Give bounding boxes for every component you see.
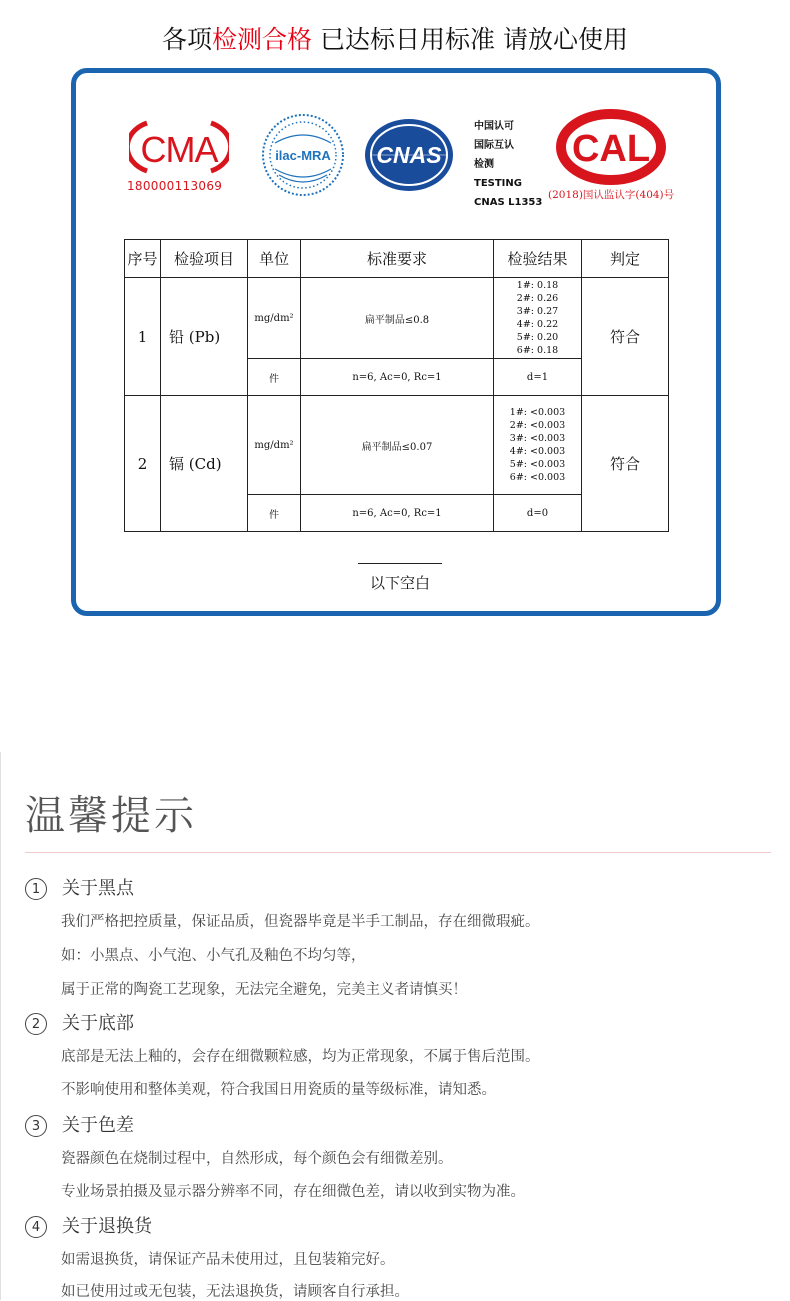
tip-line: 专业场景拍摄及显示器分辨率不同，存在细微色差，请以收到实物为准。 bbox=[61, 1184, 525, 1200]
tip-line: 不影响使用和整体美观，符合我国日用瓷质的量等级标准，请知悉。 bbox=[61, 1082, 496, 1098]
tip-heading-label: 关于底部 bbox=[62, 1013, 134, 1034]
tip-heading-bottom bbox=[25, 1009, 134, 1035]
banner-after: 已达标日用标准 请放心使用 bbox=[312, 25, 628, 54]
table-header-row bbox=[125, 240, 669, 278]
banner-before: 各项 bbox=[162, 25, 213, 54]
cal-logo bbox=[548, 107, 675, 201]
table-row bbox=[125, 396, 669, 495]
header-cell: 检验项目 bbox=[161, 240, 248, 278]
cnas-accreditation-text bbox=[474, 117, 542, 212]
below-blank-note: 以下空白 bbox=[358, 563, 442, 593]
tip-line: 属于正常的陶瓷工艺现象，无法完全避免，完美主义者请慎买！ bbox=[61, 982, 467, 998]
cnas-line: 中国认可 bbox=[474, 121, 514, 132]
tip-line: 我们严格把控质量，保证品质，但瓷器毕竟是半手工制品，存在细微瑕疵。 bbox=[61, 914, 540, 930]
cma-code: 180000113069 bbox=[127, 179, 223, 193]
tip-line: 如：小黑点、小气泡、小气孔及釉色不均匀等， bbox=[61, 948, 366, 964]
row-results bbox=[494, 396, 582, 495]
row-item: 镉 (Cd) bbox=[161, 396, 248, 532]
result-line: 4#: 0.22 bbox=[516, 319, 559, 330]
tip-line: 如已使用过或无包装，无法退换货，请顾客自行承担。 bbox=[61, 1284, 409, 1300]
tip-heading-label: 关于色差 bbox=[62, 1115, 134, 1136]
tip-line: 如需退换货，请保证产品未使用过，且包装箱完好。 bbox=[61, 1252, 395, 1268]
row-index: 1 bbox=[125, 278, 161, 396]
cnas-line: 检测 bbox=[474, 159, 494, 170]
certificate-frame bbox=[71, 68, 721, 616]
tip-heading-black-spots bbox=[25, 874, 134, 900]
header-cell: 检验结果 bbox=[494, 240, 582, 278]
result-line: 3#: 0.27 bbox=[516, 306, 559, 317]
result-line: 2#: 0.26 bbox=[516, 293, 559, 304]
banner-headline bbox=[0, 20, 790, 56]
row-item: 铅 (Pb) bbox=[161, 278, 248, 396]
tips-title: 温馨提示 bbox=[25, 793, 197, 839]
circled-number-icon: 2 bbox=[25, 1013, 47, 1035]
cma-logo bbox=[127, 117, 229, 193]
cnas-line: CNAS L1353 bbox=[474, 197, 543, 208]
row-unit: mg/dm² bbox=[248, 396, 301, 495]
row-unit: mg/dm² bbox=[248, 278, 301, 359]
result-line: 1#: 0.18 bbox=[516, 280, 559, 291]
cnas-line: 国际互认 bbox=[474, 140, 514, 151]
row-results bbox=[494, 278, 582, 359]
result-line: 3#: <0.003 bbox=[509, 433, 566, 444]
circled-number-icon: 1 bbox=[25, 878, 47, 900]
tips-divider bbox=[25, 852, 771, 853]
row-sample-result: d=1 bbox=[494, 359, 582, 396]
tip-heading-color-difference bbox=[25, 1111, 134, 1137]
row-index: 2 bbox=[125, 396, 161, 532]
row-requirement: 扁平制品≤0.8 bbox=[301, 278, 494, 359]
result-line: 5#: 0.20 bbox=[516, 332, 559, 343]
row-judgement: 符合 bbox=[582, 396, 669, 532]
tip-line: 底部是无法上釉的，会存在细微颗粒感，均为正常现象，不属于售后范围。 bbox=[61, 1049, 540, 1065]
result-line: 6#: <0.003 bbox=[509, 472, 566, 483]
header-cell: 序号 bbox=[125, 240, 161, 278]
cnas-logo bbox=[363, 115, 455, 195]
cnas-mark: CNAS bbox=[376, 142, 442, 168]
cnas-line: TESTING bbox=[474, 178, 522, 189]
result-line: 1#: <0.003 bbox=[509, 407, 566, 418]
header-cell: 标准要求 bbox=[301, 240, 494, 278]
tip-heading-label: 关于退换货 bbox=[62, 1216, 152, 1237]
ilac-mra-logo bbox=[261, 113, 345, 197]
ilac-text: ilac-MRA bbox=[275, 148, 331, 163]
row-sample-unit: 件 bbox=[248, 359, 301, 396]
result-line: 2#: <0.003 bbox=[509, 420, 566, 431]
row-requirement: 扁平制品≤0.07 bbox=[301, 396, 494, 495]
banner-highlight: 检测合格 bbox=[212, 25, 313, 54]
row-judgement: 符合 bbox=[582, 278, 669, 396]
circled-number-icon: 3 bbox=[25, 1115, 47, 1137]
row-sample-requirement: n=6, Ac=0, Rc=1 bbox=[301, 495, 494, 532]
row-sample-result: d=0 bbox=[494, 495, 582, 532]
left-edge-line bbox=[0, 752, 1, 1300]
header-cell: 判定 bbox=[582, 240, 669, 278]
circled-number-icon: 4 bbox=[25, 1216, 47, 1238]
table-row bbox=[125, 278, 669, 359]
result-line: 5#: <0.003 bbox=[509, 459, 566, 470]
tip-line: 瓷器颜色在烧制过程中，自然形成，每个颜色会有细微差别。 bbox=[61, 1151, 453, 1167]
header-cell: 单位 bbox=[248, 240, 301, 278]
cal-letters: CAL bbox=[571, 128, 651, 170]
row-sample-requirement: n=6, Ac=0, Rc=1 bbox=[301, 359, 494, 396]
test-result-table bbox=[124, 239, 669, 532]
cal-caption: (2018)国认监认字(404)号 bbox=[548, 189, 675, 201]
result-line: 4#: <0.003 bbox=[509, 446, 566, 457]
row-sample-unit: 件 bbox=[248, 495, 301, 532]
cma-letters: CMA bbox=[140, 129, 218, 170]
result-line: 6#: 0.18 bbox=[516, 345, 559, 356]
tip-heading-returns bbox=[25, 1212, 152, 1238]
tip-heading-label: 关于黑点 bbox=[62, 878, 134, 899]
